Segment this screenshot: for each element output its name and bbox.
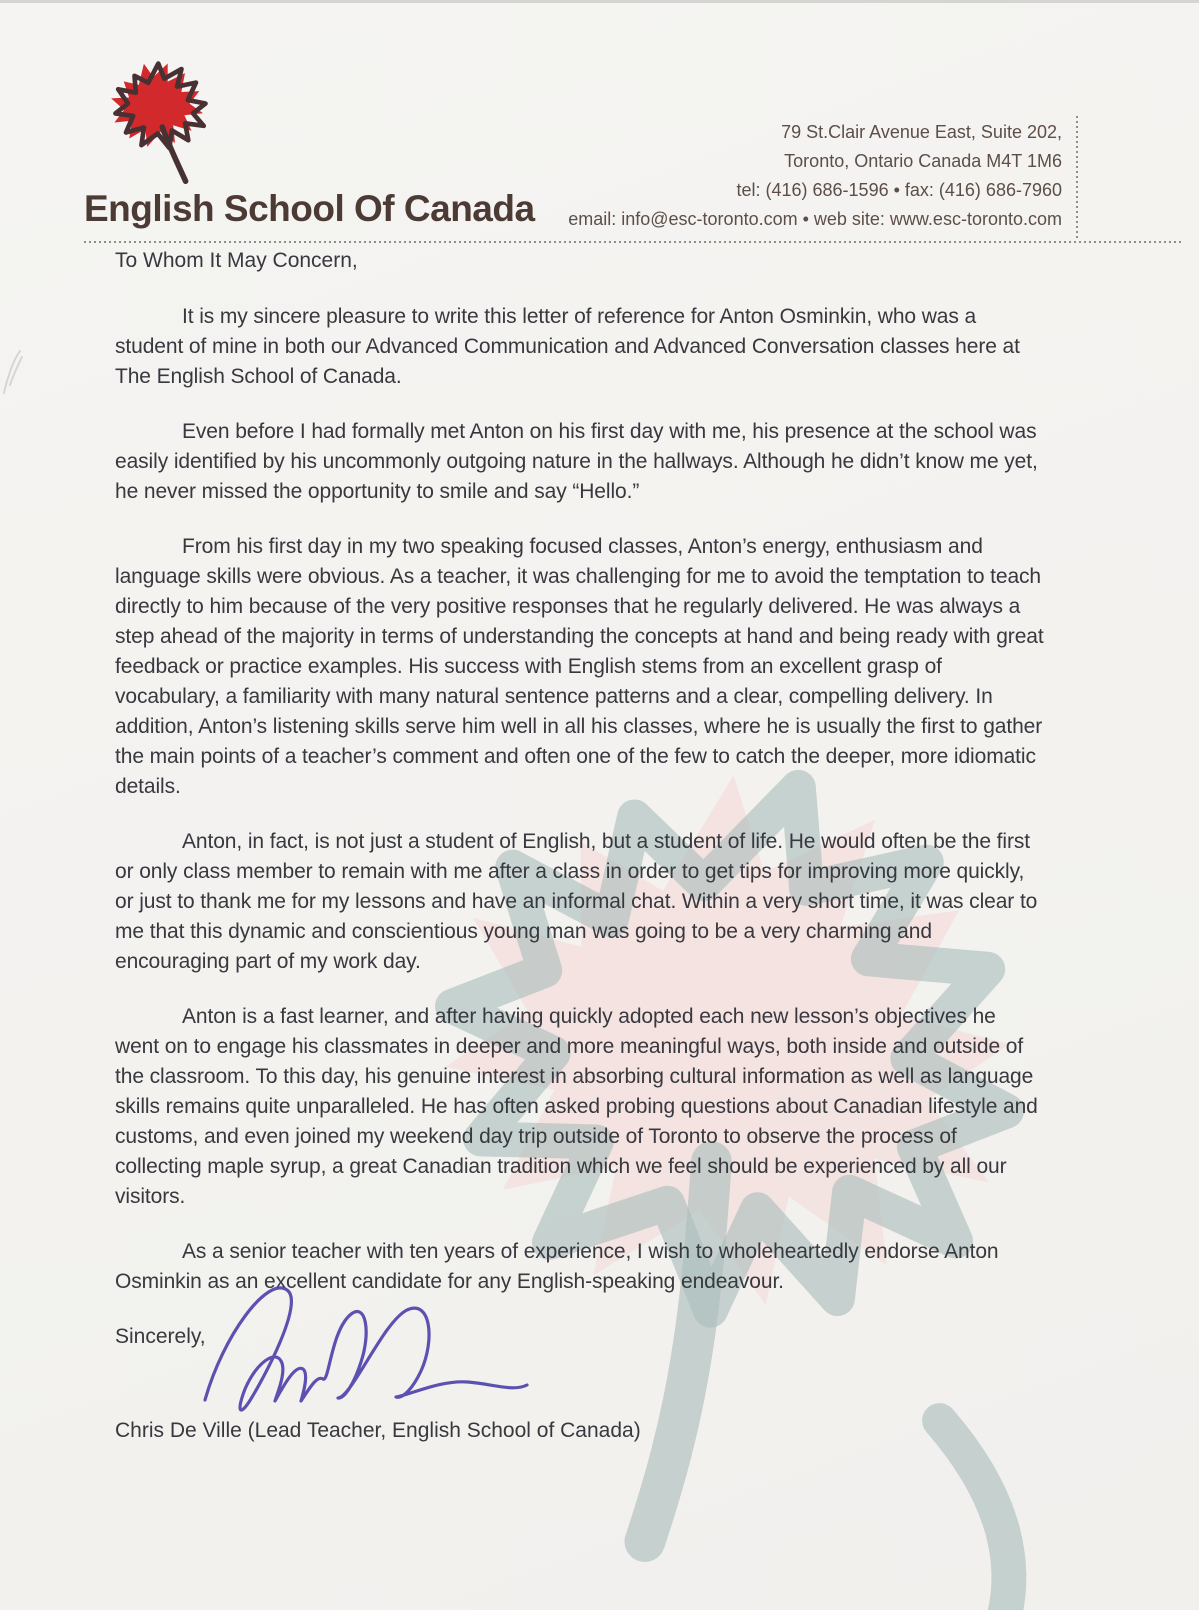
- paragraph-5: Anton is a fast learner, and after having quickly adopted each new lesson’s objectives he went on to engage his classmates in deeper and more meaningful ways, both inside and outside of the classroom. To this day, his genuine interest in absorbing cultural information as well as language skills remains quite unparalleled. He has often asked probing questions about Canadian lifestyle and customs, and even joined my weekend day trip outside of Toronto to observe the process of collecting maple syrup, a great Canadian tradition which we feel should be experienced by all our visitors.: [115, 1005, 1038, 1208]
- contact-divider-dotted: [1076, 116, 1078, 240]
- scan-artifact-mark: [0, 345, 26, 405]
- maple-leaf-logo-icon: [86, 58, 246, 198]
- salutation: To Whom It May Concern,: [115, 249, 358, 272]
- contact-block: [568, 118, 1062, 234]
- paragraph-6: As a senior teacher with ten years of experience, I wish to wholeheartedly endorse Anton Osminkin as an excellent candidate for any English-speaking endeavour.: [115, 1240, 999, 1293]
- paragraph-4: Anton, in fact, is not just a student of English, but a student of life. He would often be the first or only class member to remain with me after a class in order to get tips for improving more quickly, or just to thank me for my lessons and have an informal chat. Within a very short time, it was clear to me that this dynamic and conscientious young man was going to be a very charming and encouraging part of my work day.: [115, 830, 1038, 973]
- closing: Sincerely,: [115, 1325, 206, 1348]
- letter-body: [115, 246, 1045, 1467]
- contact-phone-fax: tel: (416) 686-1596 • fax: (416) 686-7960: [736, 180, 1062, 200]
- paragraph-3: From his first day in my two speaking focused classes, Anton’s energy, enthusiasm and language skills were obvious. As a teacher, it was challenging for me to avoid the temptation to teach directly to him because of the very positive responses that he regularly delivered. He was always a step ahead of the majority in terms of understanding the concepts at hand and being ready with great feedback or practice examples. His success with English stems from an excellent grasp of vocabulary, a familiarity with many natural sentence patterns and a clear, compelling delivery. In addition, Anton’s listening skills serve him well in all his classes, where he is usually the first to gather the main points of a teacher’s comment and often one of the few to catch the deeper, more idiomatic details.: [115, 535, 1044, 798]
- contact-address-line2: Toronto, Ontario Canada M4T 1M6: [784, 151, 1062, 171]
- letterhead-divider-dotted: [84, 241, 1181, 243]
- school-wordmark: English School Of Canada: [84, 188, 535, 229]
- signer-name-line: Chris De Ville (Lead Teacher, English School of Canada): [115, 1419, 641, 1442]
- contact-address-line1: 79 St.Clair Avenue East, Suite 202,: [781, 122, 1062, 142]
- scan-edge-line: [0, 0, 1199, 3]
- paragraph-2: Even before I had formally met Anton on his first day with me, his presence at the school was easily identified by his uncommonly outgoing nature in the hallways. Although he didn’t know me yet, he never missed the opportunity to smile and say “Hello.”: [115, 420, 1038, 503]
- paragraph-1: It is my sincere pleasure to write this letter of reference for Anton Osminkin, who was a student of mine in both our Advanced Communication and Advanced Conversation classes here at The English School of Canada.: [115, 305, 1020, 388]
- contact-email-web: email: info@esc-toronto.com • web site: www.esc-toronto.com: [568, 209, 1062, 229]
- signature-handwritten-icon: [187, 1270, 532, 1425]
